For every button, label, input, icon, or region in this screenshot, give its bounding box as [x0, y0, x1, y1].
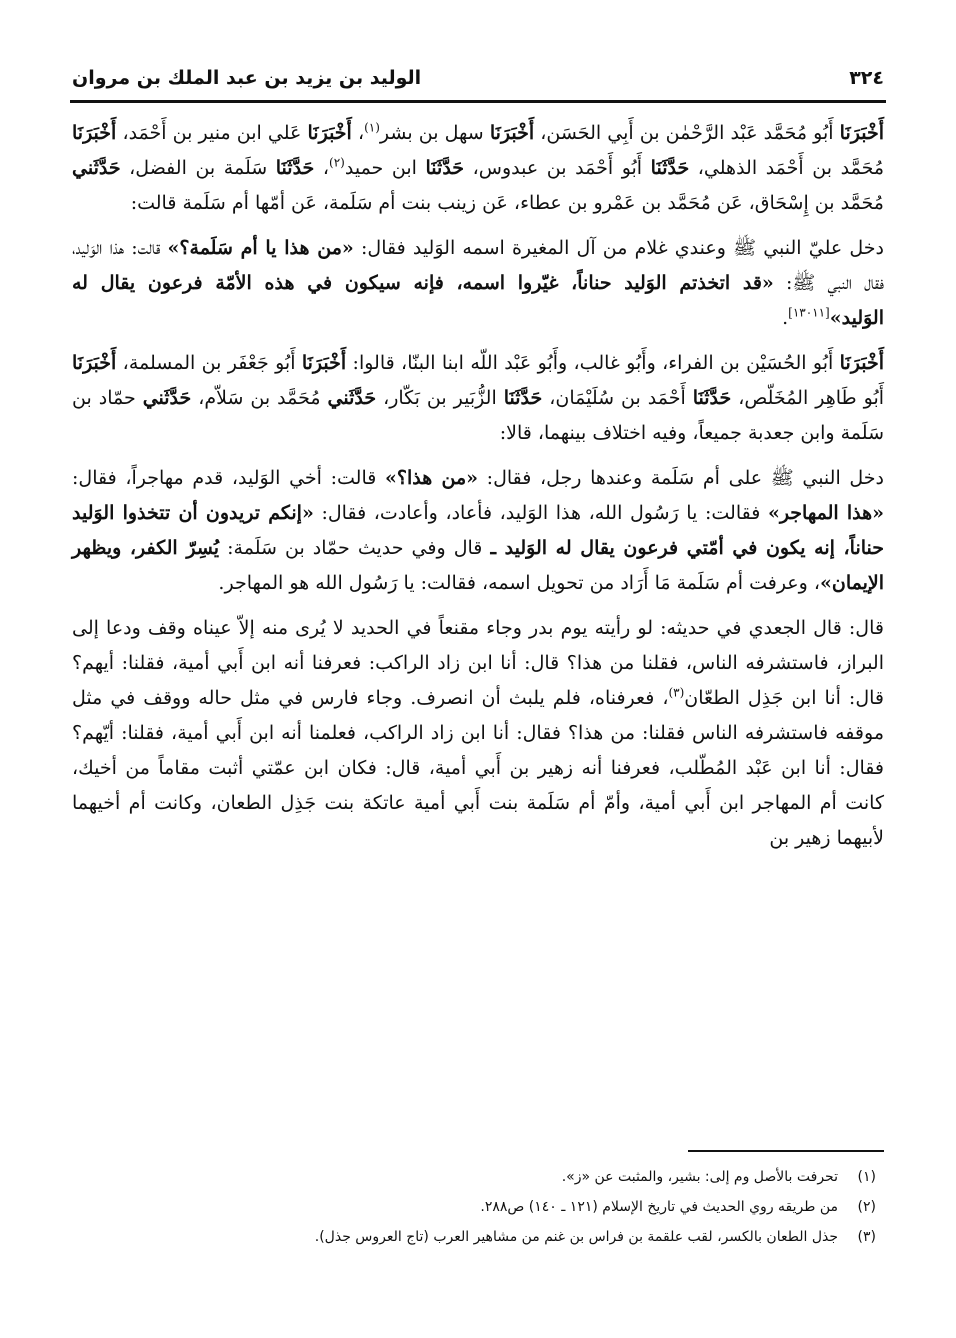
- text-run: ،: [351, 122, 365, 144]
- text-run: قالت: هذا الوَليد، فقال النبي ﷺ:: [72, 237, 884, 294]
- footnote-number: (٣): [857, 1229, 876, 1245]
- footnote-ref: (١): [364, 120, 380, 135]
- text-run: .: [782, 307, 789, 329]
- text-run: أَحْمَد بن سُلَيْمَان،: [542, 387, 693, 409]
- footnote-ref: (٣): [668, 685, 685, 700]
- header-divider: [70, 100, 886, 103]
- footnote-divider: [688, 1150, 884, 1152]
- text-run: ابن حميد: [344, 157, 426, 179]
- bold-text: أَخْبَرَنَا: [72, 122, 117, 144]
- paragraph: [72, 461, 884, 601]
- text-run: أَبُو مُحَمَّد عَبْد الرَّحْمٰن بن أَبِي الحَسَن،: [534, 122, 840, 144]
- bold-text: يُسِرّ الكفر، ويظهر الإيمان»: [72, 537, 884, 594]
- text-run: فقالت: يا رَسُول الله، هذا الوَليد، فأعاد، وأعادت، فقال:: [313, 502, 768, 524]
- text-run: الزُّبَير بن بَكّار،: [376, 387, 504, 409]
- page-number: ٣٢٤: [849, 67, 884, 89]
- footnote: [72, 1162, 876, 1192]
- text-run: ،: [314, 157, 330, 179]
- footnote: [72, 1222, 876, 1252]
- text-run: سَلَمة بن الفضل،: [120, 157, 276, 179]
- bold-text: حَدَّثَنَا: [275, 157, 315, 179]
- bold-text: أَخْبَرَنَا: [839, 352, 884, 374]
- bold-text: «من هذا يا أم سَلَمة؟»: [167, 237, 354, 259]
- text-run: عَلي ابن منير بن أَحْمَد،: [116, 122, 308, 144]
- footnote-ref: (٢): [329, 155, 345, 170]
- text-run: ، وعرفت أم سَلَمة مَا أَرَاد من تحويل اسمه، فقالت: يا رَسُول الله هو المهاجر.: [218, 572, 820, 594]
- page-header: [72, 58, 884, 98]
- bold-text: حَدَّثَنَا: [503, 387, 543, 409]
- bold-text: «هذا المهاجر»: [767, 502, 884, 524]
- text-run: مُحَمَّد بن إِسْحَاق، عَن مُحَمَّد بن عَمْرو بن عطاء، عَن زينب بنت أم سَلَمة، عَن أمّها أم سَلَمة قالت:: [130, 192, 884, 214]
- bold-text: «إنكم تريدون أن تتخذوا الوَليد حناناً، إنه يكون في أمّتي فرعون يقال له الوَليد ـ: [72, 502, 885, 559]
- footnote: [72, 1192, 876, 1222]
- footnote-ref: [١٣٠١١]: [788, 305, 830, 320]
- bold-text: حَدَّثَني: [142, 387, 192, 409]
- bold-text: أَخْبَرَنَا: [307, 122, 352, 144]
- text-run: مُحَمَّد بن أَحْمَد الذهلي،: [689, 157, 885, 179]
- bold-text: أَخْبَرَنَا: [839, 122, 884, 144]
- bold-text: حَدَّثَني: [327, 387, 377, 409]
- text-run: دخل عليّ النبي ﷺ وعندي غلام من آل المغيرة اسمه الوَليد فقال:: [353, 237, 884, 259]
- bold-text: حَدَّثَنَا: [650, 157, 690, 179]
- paragraph: [72, 231, 884, 336]
- bold-text: حَدَّثَنَا: [692, 387, 732, 409]
- bold-text: أَخْبَرَنَا: [72, 352, 117, 374]
- text-run: أَبُو الحُسَيْن بن الفراء، وأَبُو غالب، وأَبُو عَبْد اللّه ابنا البنّا، قالوا:: [346, 352, 840, 374]
- bold-text: حَدَّثَني: [72, 157, 121, 179]
- footnote-text: تحرفت بالأصل وم إلى: بشير، والمثبت عن «ز».: [561, 1169, 838, 1185]
- main-text: [72, 116, 884, 866]
- bold-text: أَخْبَرَنَا: [489, 122, 535, 144]
- text-run: مُحَمَّد بن سَلاّم،: [191, 387, 328, 409]
- footnote-number: (٢): [857, 1199, 876, 1215]
- footnote-text: من طريقه روي الحديث في تاريخ الإسلام (١٢١ ـ ١٤٠) ص٢٨٨.: [480, 1199, 838, 1215]
- bold-text: «قد اتخذتم الوَليد حناناً، غيّروا اسمه، فإنه سيكون في هذه الأمّة فرعون يقال له الوَليد»: [72, 272, 884, 329]
- bold-text: أَخْبَرَنَا: [301, 352, 347, 374]
- footnotes: [72, 1162, 876, 1252]
- running-title: الوليد بن يزيد بن عبد الملك بن مروان: [72, 67, 422, 89]
- text-run: أَبُو أَحْمَد بن عبدوس،: [464, 157, 651, 179]
- text-run: أَبُو طَاهِر المُخَلّص،: [731, 387, 885, 409]
- text-run: سهل بن بشر: [379, 122, 490, 144]
- text-run: قالت: أخي الوَليد، قدم مهاجراً، فقال:: [72, 467, 385, 489]
- text-run: قال وفي حديث حمّاد بن سَلَمة:: [219, 537, 491, 559]
- footnote-number: (١): [857, 1169, 876, 1185]
- bold-text: «من هذا؟»: [385, 467, 478, 489]
- text-run: أَبُو جَعْفَر بن المسلمة،: [116, 352, 302, 374]
- paragraph: [72, 116, 884, 221]
- text-run: قال: قال الجعدي في حديثه: لو رأيته يوم بدر وجاء مقنعاً في الحديد لا يُرى منه إلاّ عيناه وقف ودعا إلى البراز، فاستشرفه الناس، فقلنا من هذا؟ قال: أنا ابن زاد الراكب: فعرفنا أنه ابن أَبي أمية، فقلنا: أيهم؟ قال: أنا ابن جَذِل الطعّان: [72, 617, 884, 709]
- paragraph: [72, 611, 884, 856]
- paragraph: [72, 346, 884, 451]
- text-run: ، فعرفناه، فلم يلبث أن انصرف. وجاء فارس في مثل حاله ووقف في مثل موقفه فاستشرفه الناس فقلنا: من هذا؟ فقال: أنا ابن زاد الراكب، فعلمنا أنه ابن أَبي أمية، فقلنا: أيّهم؟ فقال: أنا ابن عَبْد المُطّلب، فعرفنا أنه زهير بن أَبي أمية، قال: فكان ابن عمّتي أثبت مقاماً من أخيك، كانت أم المهاجر ابن أَبي أمية، وأمّ أم سَلَمة بنت أَبي أمية عاتكة بنت جَذِل الطعان، وكانت أم أخيهما لأبيهما زهير بن: [72, 687, 884, 849]
- footnote-text: جذل الطعان بالكسر، لقب علقمة بن فراس بن غنم من مشاهير العرب (تاج العروس جذل).: [314, 1229, 838, 1245]
- text-run: حمّاد بن سَلَمة وابن جعدبة جميعاً، وفيه اختلاف بينهما، قالا:: [72, 387, 884, 444]
- text-run: دخل النبي ﷺ على أم سَلَمة وعندها رجل، فقال:: [478, 467, 884, 489]
- bold-text: حَدَّثَنَا: [425, 157, 465, 179]
